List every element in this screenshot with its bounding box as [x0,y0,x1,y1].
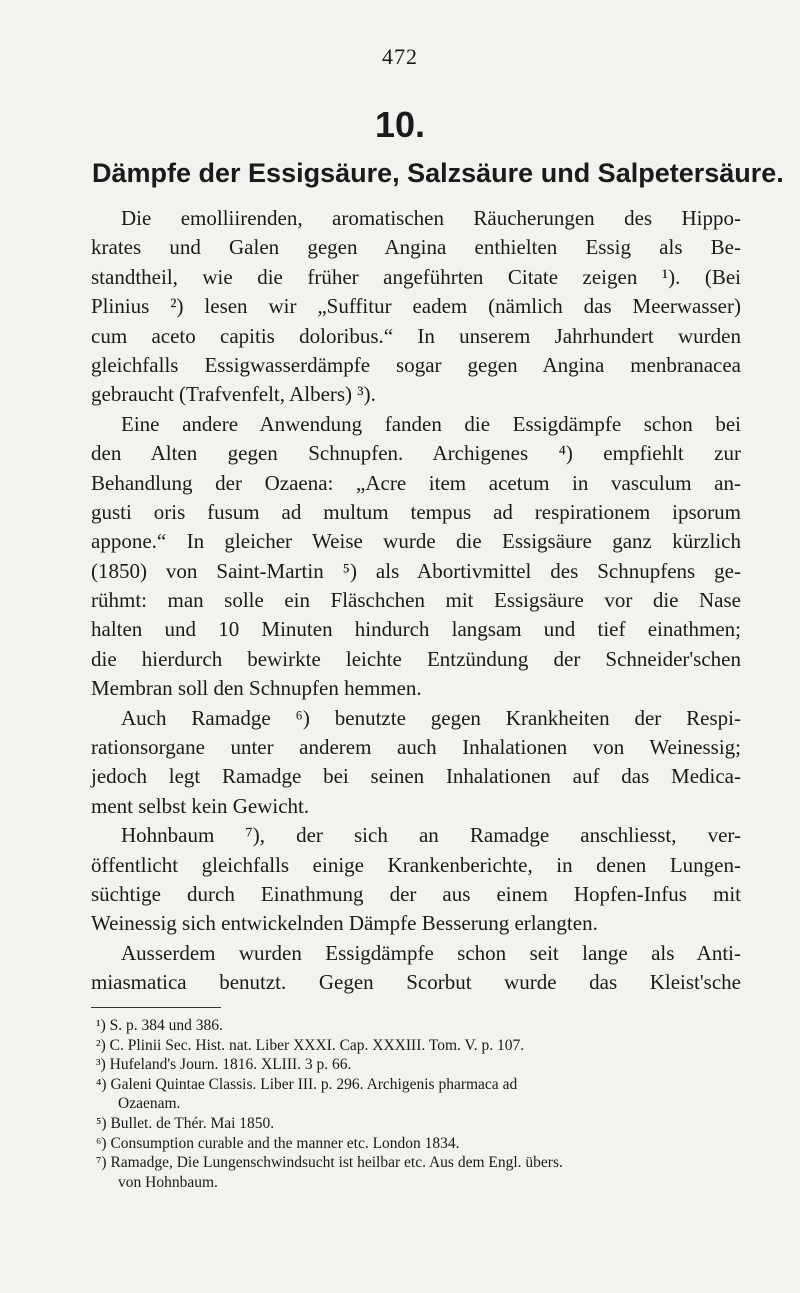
footnote: ⁴) Galeni Quintae Classis. Liber III. p. 296. Archigenis pharmaca ad [96,1075,518,1093]
text-line: Weinessig sich entwickelnden Dämpfe Besserung erlangten. [91,911,598,936]
text-line: Die emolliirenden, aromatischen Räucherungen des Hippo- [121,206,741,230]
text-line: gebraucht (Trafvenfelt, Albers) ³). [91,382,376,407]
text-line: Auch Ramadge ⁶) benutzte gegen Krankheiten der Respi- [121,705,741,730]
text-line: standtheil, wie die früher angeführten Citate zeigen ¹). (Bei [91,264,741,289]
footnote: ¹) S. p. 384 und 386. [96,1017,223,1034]
text-line: den Alten gegen Schnupfen. Archigenes ⁴) empfiehlt zur [91,441,741,466]
text-line: jedoch legt Ramadge bei seinen Inhalationen auf das Medica- [91,764,741,789]
text-line: Plinius ²) lesen wir „Suffitur eadem (nämlich das Meerwasser) [91,294,741,319]
text-line: rühmt: man solle ein Fläschchen mit Essigsäure vor die Nase [91,588,741,613]
footnote: von Hohnbaum. [118,1173,218,1191]
footnote: ⁵) Bullet. de Thér. Mai 1850. [96,1114,275,1132]
text-line: öffentlicht gleichfalls einige Krankenberichte, in denen Lungen- [91,852,741,877]
footnote: ²) C. Plinii Sec. Hist. nat. Liber XXXI. Cap. XXXIII. Tom. V. p. 107. [96,1036,525,1054]
footnote: Ozaenam. [118,1095,181,1113]
page-number: 472 [382,44,418,69]
text-line: krates und Galen gegen Angina enthielten Essig als Be- [91,235,741,260]
footnote: ³) Hufeland's Journ. 1816. XLIII. 3 p. 66. [96,1056,352,1074]
footnote: ⁷) Ramadge, Die Lungenschwindsucht ist heilbar etc. Aus dem Engl. übers. [96,1154,563,1172]
footnotes [96,1016,742,1192]
text-line: Behandlung der Ozaena: „Acre item acetum in vasculum an- [91,470,741,495]
text-line: rationsorgane unter anderem auch Inhalationen von Weinessig; [91,735,741,760]
footnote: ⁶) Consumption curable and the manner etc. London 1834. [96,1134,460,1152]
text-line: Ausserdem wurden Essigdämpfe schon seit lange als Anti- [121,940,741,965]
footnote-divider [91,1007,221,1008]
text-line: ment selbst kein Gewicht. [91,793,310,818]
text-line: halten und 10 Minuten hindurch langsam und tief einathmen; [91,617,741,642]
text-line: (1850) von Saint-Martin ⁵) als Abortivmittel des Schnupfens ge- [91,558,741,583]
text-line: Eine andere Anwendung fanden die Essigdämpfe schon bei [121,411,741,436]
text-line: Membran soll den Schnupfen hemmen. [91,676,422,701]
text-line: gleichfalls Essigwasserdämpfe sogar gegen Angina menbranacea [91,352,741,377]
text-line: gusti oris fusum ad multum tempus ad respirationem ipsorum [91,499,741,524]
body-text [91,204,741,998]
text-line: Hohnbaum ⁷), der sich an Ramadge anschliesst, ver- [121,823,741,848]
text-line: appone.“ In gleicher Weise wurde die Essigsäure ganz kürzlich [91,529,741,554]
page-title: Dämpfe der Essigsäure, Salzsäure und Salpetersäure. [92,158,784,188]
text-line: die hierdurch bewirkte leichte Entzündung der Schneider'schen [91,646,741,671]
text-line: cum aceto capitis doloribus.“ In unserem Jahrhundert wurden [91,323,741,348]
text-line: süchtige durch Einathmung der aus einem Hopfen-Infus mit [91,881,741,906]
text-line: miasmatica benutzt. Gegen Scorbut wurde das Kleist'sche [91,970,741,995]
section-number: 10. [374,104,426,145]
